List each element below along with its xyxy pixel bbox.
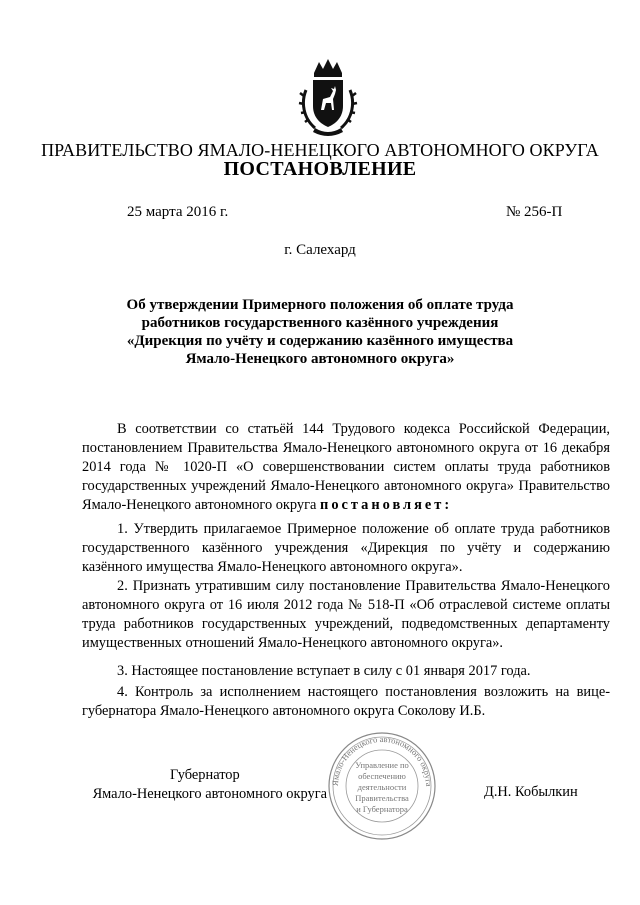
document-type: ПОСТАНОВЛЕНИЕ (223, 158, 417, 180)
government-name: ПРАВИТЕЛЬСТВО ЯМАЛО-НЕНЕЦКОГО АВТОНОМНОГО ОКРУГА (41, 140, 599, 160)
official-stamp (326, 730, 438, 842)
stamp-line: и Губернатора (356, 804, 408, 814)
preamble-paragraph (82, 420, 610, 515)
item-3: 3. Настоящее постановление вступает в силу с 01 января 2017 года. (117, 663, 531, 679)
stamp-line: обеспечению (358, 771, 406, 781)
item-1: 1. Утвердить прилагаемое Примерное положение об оплате труда работников государственного казённого учреждения «Дирекция по учёту и содержанию казённого имущества Ямало-Ненецкого автономного округа». (82, 521, 610, 575)
subject-line: Об утверждении Примерного положения об оплате труда (126, 297, 514, 313)
item-2: 2. Признать утратившим силу постановление Правительства Ямало-Ненецкого автономного округа от 16 июля 2012 года № 518-П «Об отраслевой системе оплаты труда работников государственных учреждений, подведомственных департаменту имущественных отношений Ямало-Ненецкого автономного округа». (82, 578, 610, 651)
signatory-position (82, 766, 327, 804)
stamp-ring-text: Ямало-Ненецкого автономного округа (329, 733, 435, 787)
position-line: Губернатор (170, 767, 240, 783)
item-4: 4. Контроль за исполнением настоящего постановления возложить на вице-губернатора Ямало-Ненецкого автономного округа Соколову И.Б. (82, 684, 610, 719)
subject-line: «Дирекция по учёту и содержанию казённого имущества (126, 333, 514, 349)
subject-line: работников государственного казённого учреждения (141, 315, 499, 331)
position-line: Ямало-Ненецкого автономного округа (92, 786, 327, 802)
document-number: № 256-П (506, 204, 563, 220)
preamble-text: В соответствии со статьёй 144 Трудового кодекса Российской Федерации, постановлением Правительства Ямало-Ненецкого автономного округа от 16 декабря 2014 года № 1020-П «О совершенствовании систем оплаты труда работников государственных учреждений Ямало-Ненецкого автономного округа» Правительство Ямало-Ненецкого автономного округа (82, 421, 610, 513)
document-city: г. Салехард (284, 242, 356, 258)
document-date: 25 марта 2016 г. (127, 204, 229, 220)
decree-word: постановляет: (320, 497, 453, 513)
stamp-line: Управление по (355, 760, 409, 770)
stamp-line: деятельности (357, 782, 407, 792)
stamp-line: Правительства (355, 793, 409, 803)
signatory-name: Д.Н. Кобылкин (484, 784, 578, 800)
subject-line: Ямало-Ненецкого автономного округа» (185, 351, 455, 367)
coat-of-arms-icon (297, 58, 359, 138)
document-subject (0, 296, 640, 368)
